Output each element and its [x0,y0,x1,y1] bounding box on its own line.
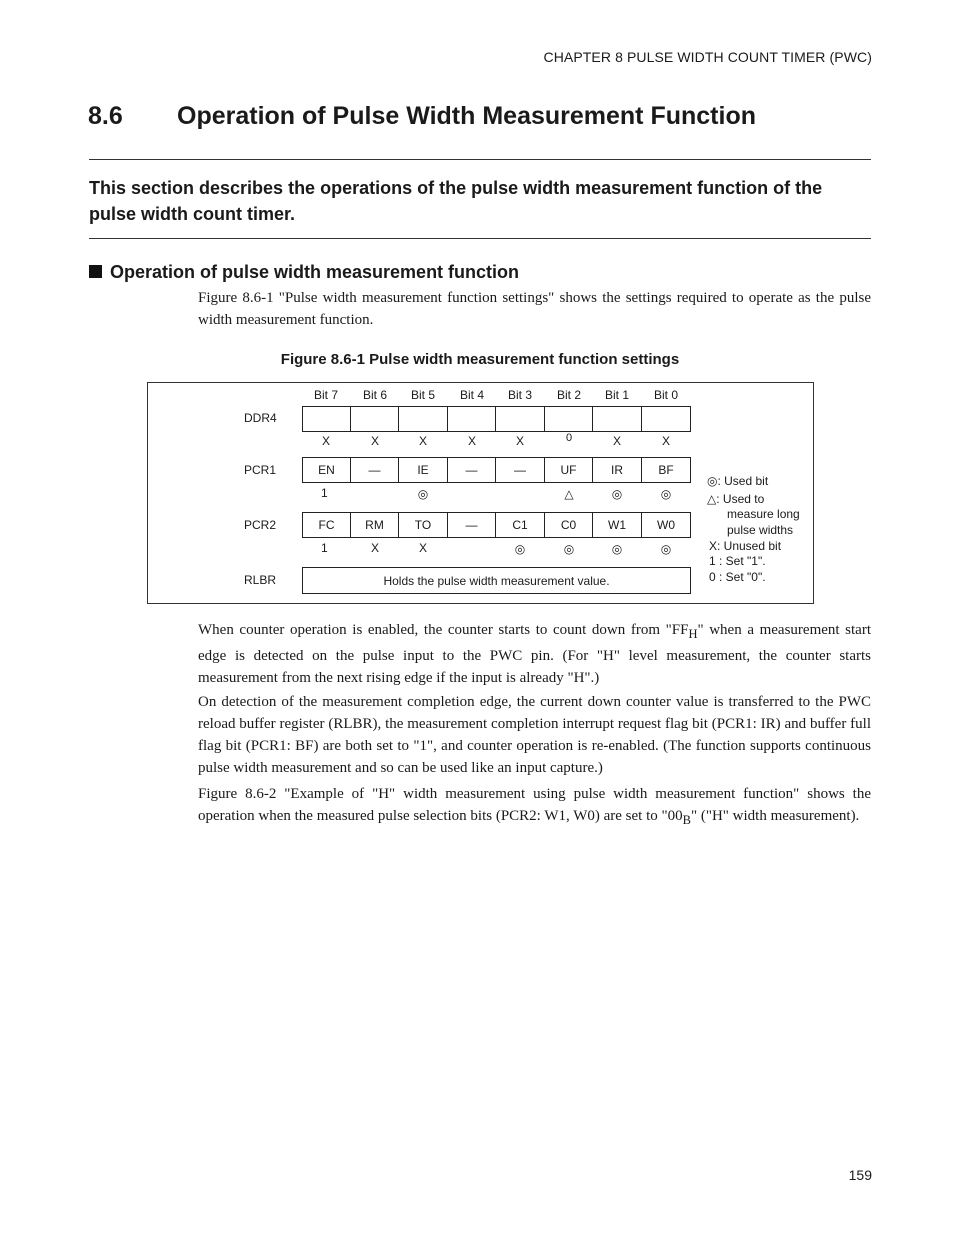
register-label-pcr2: PCR2 [244,518,277,532]
register-cell: W1 [592,512,642,538]
bit-setting: 0 [565,432,573,444]
register-label-rlbr: RLBR [244,573,277,587]
bit-header: Bit 1 [604,388,629,402]
register-cell: C1 [495,512,545,538]
register-cell: UF [544,457,593,483]
register-cell [302,406,351,432]
bit-header: Bit 7 [313,388,338,402]
register-cell: IR [592,457,642,483]
register-cell [495,406,545,432]
bit-setting: X [370,434,379,448]
subsection-heading [89,262,519,283]
bit-setting: △ [564,487,574,501]
binary-suffix: B [682,813,691,827]
bit-header: Bit 3 [507,388,532,402]
bit-setting: ◎ [417,487,429,501]
bit-setting: ◎ [563,542,575,556]
legend-long-pulse: △: Used to [707,492,765,506]
bit-setting: X [418,541,427,555]
register-cell: — [447,512,496,538]
register-cell: C0 [544,512,593,538]
paragraph-counter-start [198,619,871,689]
bit-setting: ◎ [611,487,623,501]
legend-unused-bit: X: Unused bit [709,539,782,553]
bit-setting: ◎ [514,542,526,556]
bit-setting: ◎ [611,542,623,556]
bottom-rule [89,238,871,239]
register-cell [641,406,691,432]
bit-setting: X [418,434,427,448]
register-cell [447,406,496,432]
register-cell: — [350,457,399,483]
register-cell: EN [302,457,351,483]
bit-setting: X [515,434,524,448]
bit-setting: ◎ [660,487,672,501]
bit-setting: X [321,434,330,448]
square-bullet-icon [89,265,102,278]
legend-used-bit: ◎: Used bit [707,474,769,488]
figure-caption: Figure 8.6-1 Pulse width measurement function settings [280,351,680,368]
section-title: Operation of Pulse Width Measurement Function [177,102,756,130]
legend-long-pulse-2: measure long [727,507,800,521]
register-cell [544,406,593,432]
top-rule [89,159,871,160]
legend-long-pulse-3: pulse widths [727,523,794,537]
bit-setting: X [467,434,476,448]
section-number: 8.6 [88,102,123,130]
register-cell: W0 [641,512,691,538]
register-cell: IE [398,457,448,483]
bit-setting: ◎ [660,542,672,556]
hex-suffix: H [688,627,698,641]
section-summary: This section describes the operations of the pulse width measurement function of the pulse width count timer. [89,178,823,224]
para1-text-a: When counter operation is enabled, the counter starts to count down from "FF [198,622,689,638]
register-label-ddr4: DDR4 [244,411,277,425]
bit-header: Bit 2 [556,388,581,402]
bit-setting: X [612,434,621,448]
intro-paragraph: Figure 8.6-1 "Pulse width measurement function settings" shows the settings required to operate as the pulse width measurement function. [198,290,871,328]
bit-setting: X [661,434,670,448]
para3-text-a: Figure 8.6-2 "Example of "H" width measurement using pulse width measurement function" shows the operation when the measured pulse selection bits (PCR2: W1, W0) are set to "00 [198,786,871,824]
register-cell: BF [641,457,691,483]
legend-set-zero: 0 : Set "0". [709,570,766,584]
page-number: 159 [848,1167,872,1183]
register-cell: — [447,457,496,483]
subsection-title: Operation of pulse width measurement function [110,262,520,282]
register-settings-figure [147,382,814,604]
register-cell: — [495,457,545,483]
register-cell: FC [302,512,351,538]
register-cell: RM [350,512,399,538]
bit-setting: 1 [321,541,328,555]
bit-header: Bit 5 [410,388,435,402]
register-cell [592,406,642,432]
register-cell [398,406,448,432]
bit-header: Bit 6 [362,388,387,402]
register-cell [350,406,399,432]
paragraph-figure-reference [198,783,871,831]
chapter-header: CHAPTER 8 PULSE WIDTH COUNT TIMER (PWC) [543,49,872,65]
register-label-pcr1: PCR1 [244,463,277,477]
bit-setting: 1 [321,486,328,500]
bit-setting: X [370,541,379,555]
rlbr-value-box: Holds the pulse width measurement value. [302,567,691,594]
para1-text-b: " when a measurement start edge is detected on the pulse input to the PWC pin. (For "H" level measurement, the counter starts measurement from the next rising edge if the input is already "H".) [198,622,871,686]
bit-header: Bit 0 [653,388,678,402]
legend-set-one: 1 : Set "1". [709,554,766,568]
bit-header: Bit 4 [459,388,484,402]
register-cell: TO [398,512,448,538]
paragraph-measurement-completion: On detection of the measurement completion edge, the current down counter value is transferred to the PWC reload buffer register (RLBR), the measurement completion interrupt request flag bit (PCR1: IR) and buffer full flag bit (PCR1: BF) are both set to "1", and counter operation is re-enabled. (The function supports continuous pulse width measurement and so can be used like an input capture.) [198,694,871,776]
para3-text-b: " ("H" width measurement). [690,808,860,824]
